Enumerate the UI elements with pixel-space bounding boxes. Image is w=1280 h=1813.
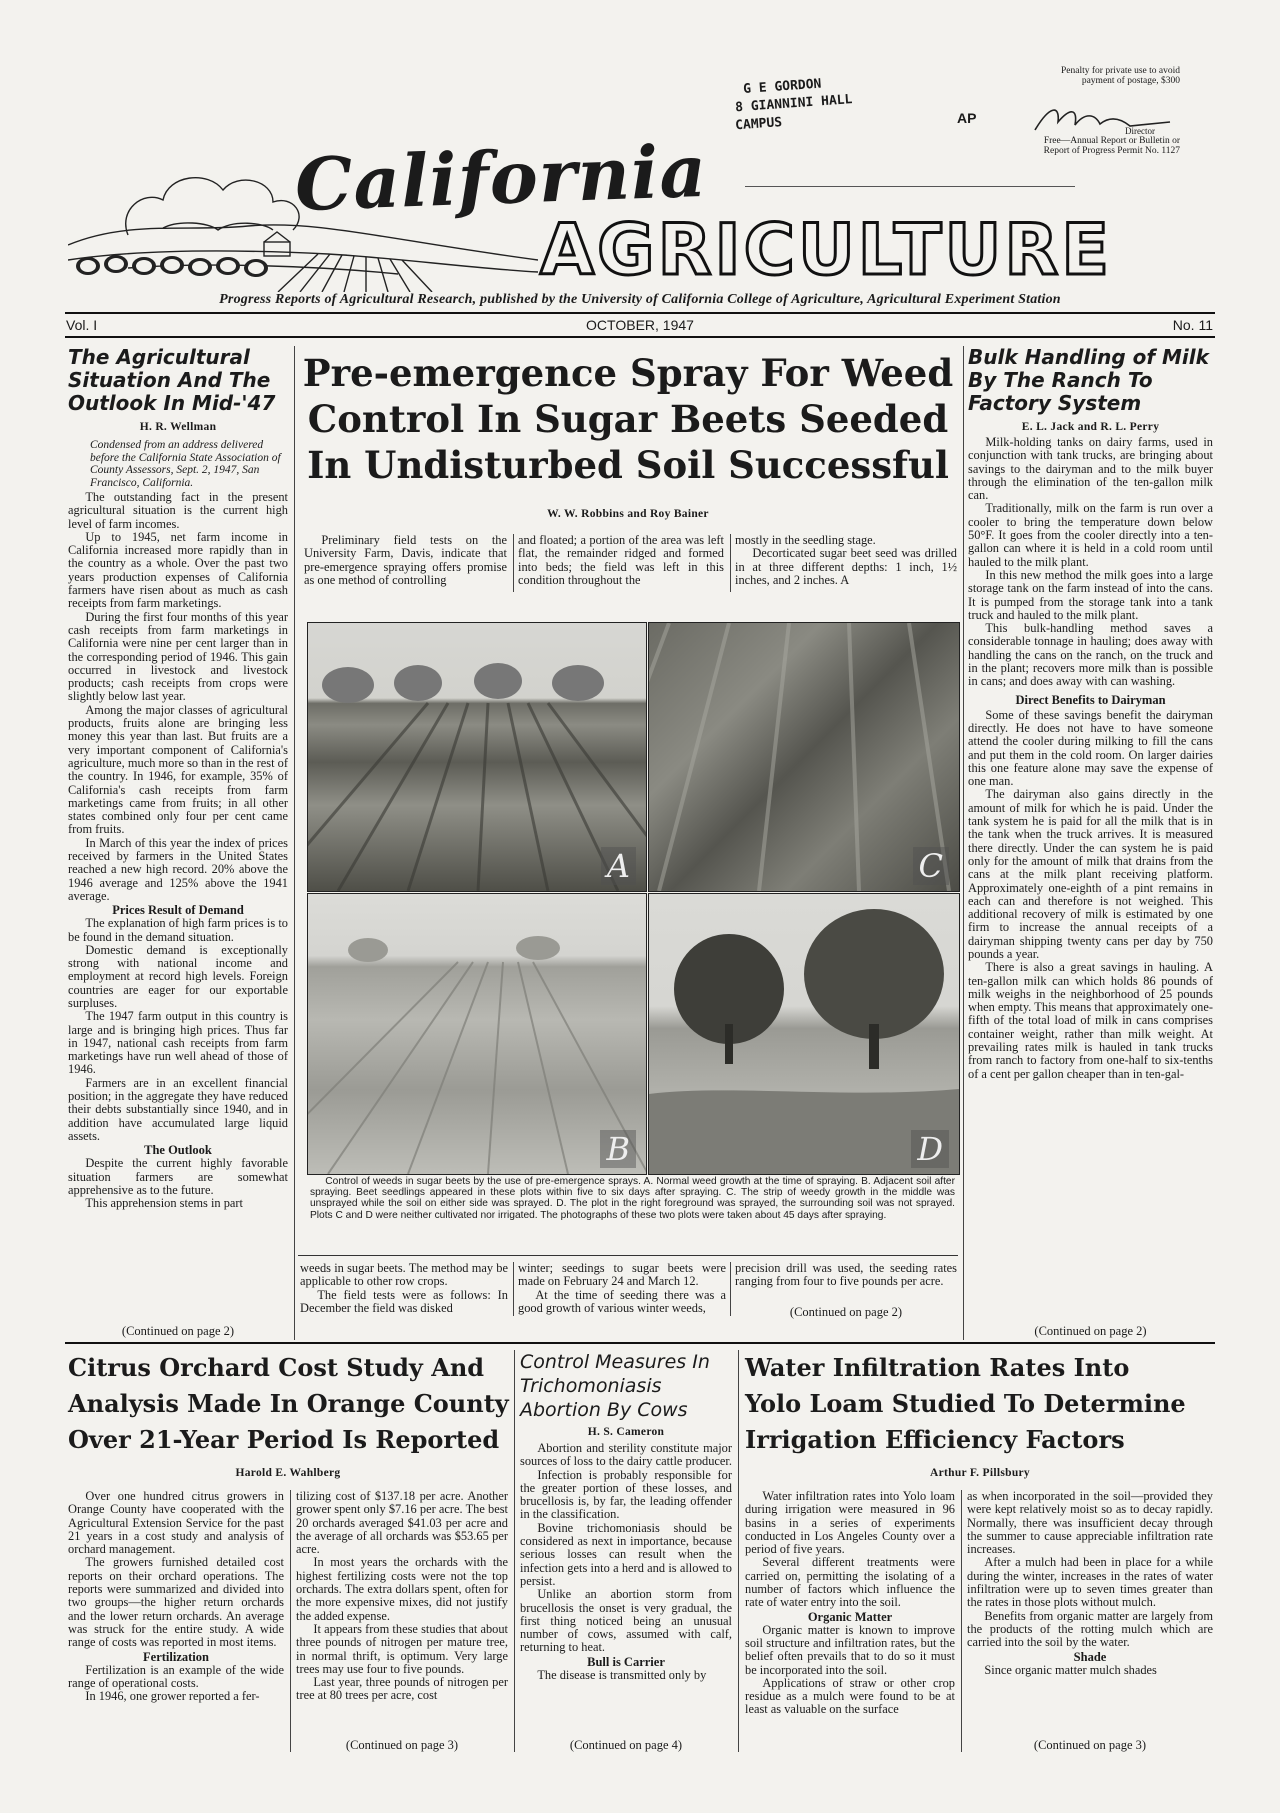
citrus-col-2 [296,1490,508,1703]
subhead: Prices Result of Demand [112,903,244,918]
masthead-rule [65,312,1215,314]
paragraph: Despite the current highly favorable situation farmers are somewhat apprehensive as to the future. [68,1156,288,1197]
weed-bottom-col-3: precision drill was used, the seeding rates ranging from four to five pounds per acre. [735,1261,957,1289]
paragraph: There is also a great savings in hauling. A ten-gallon milk can which holds 86 pounds of milk weighs in the neighborhood of 25 pounds when empty. This means that approximately one-fifth of the total load of milk in cans comprises container weight, rather than milk weight. At prevailing rates milk is hauled in tank trucks from ranch to factory from one-half to six-tenths of a cent per gallon cheaper than in ten-gal- [968,960,1213,1081]
paragraph: weeds in sugar beets. The method may be applicable to other row crops. [300,1261,508,1289]
water-byline: Arthur F. Pillsbury [930,1467,1030,1479]
paragraph: The outstanding fact in the present agricultural situation is the current high level of farm incomes. [68,490,288,531]
date-rule [65,336,1215,338]
weed-col-2: and floated; a portion of the area was left flat, the remainder ridged and formed into beds; the field was left in this condition throughout the [518,533,724,587]
situation-body [68,491,288,1210]
continued-link[interactable]: (Continued on page 3) [1033,1738,1147,1752]
situation-title: The Agricultural Situation And The Outlook In Mid-'47 [68,345,276,415]
photo-d [648,893,960,1175]
signature-icon [1030,100,1180,140]
paragraph: The explanation of high farm prices is to be found in the demand situation. [68,916,288,944]
column-rule [963,346,964,1340]
water-col-2 [967,1490,1213,1677]
weed-col-1: Preliminary field tests on the University Farm, Davis, indicate that pre-emergence spraying offers promise as one method of controlling [304,533,507,587]
label-rule [745,186,1075,187]
paragraph: Applications of straw or other crop residue as a mulch were found to be at least as valuable on the surface [745,1675,955,1717]
paragraph: The growers furnished detailed cost reports on their orchard operations. The reports were summarized and divided into two groups—the higher return orchards and the lower return orchards. An average was struck for the entire study. A wide range of costs was reported in most items. [68,1555,284,1650]
paragraph: In 1946, one grower reported a fer- [85,1689,260,1704]
water-headline [745,1350,1215,1458]
milk-byline: E. L. Jack and R. L. Perry [1021,421,1160,433]
subhead: Fertilization [143,1649,209,1664]
milk-body [968,436,1213,1081]
volume-number: Vol. I [66,317,98,333]
paragraph: The 1947 farm output in this country is large and is bringing high prices. Thus far in 1947, national cash receipts from farm marketings have run well ahead of those of 1946. [68,1009,288,1077]
headline-line: Analysis Made In Orange County [68,1389,509,1418]
situation-article [68,346,288,1210]
paragraph: Organic matter is known to improve soil structure and infiltration rates, but the belief often prevails that to do so it must be incorporated into the soil. [745,1622,955,1677]
weed-bottom-col-2 [518,1262,726,1315]
paragraph: Several different treatments were carried on, permitting the isolating of a number of factors which influence the rate of water entry into the soil. [745,1555,955,1610]
column-rule [738,1350,739,1752]
paragraph: The field tests were as follows: In December the field was disked [300,1287,508,1315]
paragraph: as when incorporated in the soil—provided they were kept relatively moist so as to decay rapidly. Normally, there was insufficient decay through the summer to cause appreciable infiltration rate increases. [967,1489,1213,1557]
paragraph: Benefits from organic matter are largely from the products of the rotting mulch which are carried into the soil by the water. [967,1608,1213,1650]
headline-line: Citrus Orchard Cost Study And [68,1353,485,1382]
column-rule [730,534,731,592]
subhead: Bull is Carrier [587,1654,665,1669]
photo-caption: Control of weeds in sugar beets by the use of pre-emergence sprays. A. Normal weed growth at the time of spraying. B. Adjacent soil after spraying. Beet seedlings appeared in these plots within five to six days after spraying. C. The strip of weedy growth in the middle was unsprayed while the soil on either side was sprayed. D. The plot in the right foreground was sprayed, the surrounding soil was not sprayed. Plots C and D were neither cultivated nor irrigated. The photographs of these two plots were taken about 45 days after spraying. [310,1176,955,1221]
paragraph: Over one hundred citrus growers in Orange County have cooperated with the Agricultural Extension Service for the past 21 years in a cost study and analysis of orchard management. [68,1489,284,1557]
water-col-1 [745,1490,955,1717]
subhead: Shade [1073,1649,1107,1664]
subhead: Organic Matter [807,1609,893,1624]
headline-line: Yolo Loam Studied To Determine [745,1389,1186,1418]
mailing-label [734,75,945,134]
masthead-tagline: Progress Reports of Agricultural Research, published by the University of California College of Agriculture, Agricultural Experiment Station [219,292,1061,307]
paragraph: Water infiltration rates into Yolo loam during irrigation were measured in 96 basins in a series of experiments conducted in Los Angeles County over a period of five years. [745,1489,955,1557]
citrus-col-1 [68,1490,284,1703]
signature-title: Director [1125,126,1155,136]
paragraph: The dairyman also gains directly in the amount of milk for which he is paid. Under the tank system he is paid for all the milk that is in the tank when the truck arrives. It is measured there directly. Under the can system he is paid only for the amount of milk that drains from the cans at the milk plant receiving platform. Approximately one-eighth of a pint remains in each can and therefore is not weighed. This additional recovery of milk is estimated by one firm to increase the annual receipts of a dairyman shipping twenty cans per day by 750 pounds a year. [968,787,1213,961]
address-line: 8 GIANNINI HALL [734,92,853,116]
paragraph: Abortion and sterility constitute major sources of loss to the dairy cattle producer. [520,1441,732,1469]
weed-col-3 [735,534,957,587]
subhead: Direct Benefits to Dairyman [1015,692,1166,707]
paragraph: Among the major classes of agricultural products, fruits alone are bringing less money this year than last. But fruits are a very important component of California's agriculture, much more so than in the rest of the country. In 1946, for example, 35% of California's cash receipts from farm marketings came from fruits; in all other states combined only four per cent came from fruits. [68,702,288,837]
paragraph: In most years the orchards with the highest fertilizing costs were not the top orchards. The extra dollars spent, often for the more expensive mixes, did not justify the added expense. [296,1555,508,1623]
tricho-title: Control Measures In Trichomoniasis Abortion By Cows [520,1351,710,1421]
photo-label: C [913,847,949,885]
weed-bottom-col-1 [300,1262,508,1315]
column-rule [294,346,295,1340]
column-rule [730,1262,731,1316]
citrus-headline [68,1350,508,1458]
paragraph: During the first four months of this year cash receipts from farm marketings in California were nine per cent larger than in the corresponding period of 1946. This gain occurred in livestock and livestock products; cash receipts from crops were slightly below last year. [68,609,288,704]
paragraph: The disease is transmitted only by [537,1667,707,1682]
headline-line: Irrigation Efficiency Factors [745,1425,1125,1454]
headline-line: Control In Sugar Beets Seeded [307,397,949,441]
weed-headline [298,350,958,488]
paragraph: Traditionally, milk on the farm is run over a cooler to bring the temperature down below 50°F. It goes from the cooler directly into a ten-gallon can where it is held in a cold room until hauled to the milk plant. [968,501,1213,569]
headline-line: In Undisturbed Soil Successful [307,443,949,487]
continued-link[interactable]: (Continued on page 2) [121,1324,235,1338]
column-rule [513,1262,514,1316]
paragraph: This bulk-handling method saves a considerable tonnage in hauling; does away with handling the cans on the ranch, on the truck and in the plant; recovers more milk than is possible in cans; and does away with can washing. [968,621,1213,689]
headline-line: Water Infiltration Rates Into [745,1353,1130,1382]
continued-link[interactable]: (Continued on page 2) [789,1305,903,1319]
paragraph: Some of these savings benefit the dairyman directly. He does not have to have someone attend the cooler during milking to fill the cans and put them in the cold room. On larger dairies this one feature alone may save the expense of one man. [968,707,1213,789]
section-rule [65,1342,1215,1344]
paragraph: After a mulch had been in place for a while during the winter, increases in the rates of water infiltration were up to seven times greater than the rates in those plots without mulch. [967,1555,1213,1610]
paragraph: Decorticated sugar beet seed was drilled in at three different depths: 1 inch, 1½ inches, and 2 inches. A [735,546,957,587]
paragraph: In this new method the milk goes into a large storage tank on the farm instead of into the cans. It is pumped from the storage tank into a tank truck and hauled to the milk plant. [968,567,1213,622]
paragraph: Milk-holding tanks on dairy farms, used in conjunction with tank trucks, are bringing about savings to the dairyman and to the milk buyer through the elimination of the ten-gallon milk can. [968,435,1213,503]
weed-byline: W. W. Robbins and Roy Bainer [547,508,709,520]
paragraph: It appears from these studies that about three pounds of nitrogen per mature tree, in normal thrift, is optimum. Very large trees may use four to five pounds. [296,1621,508,1676]
milk-title: Bulk Handling of Milk By The Ranch To Factory System [968,345,1209,415]
masthead-california: California [293,127,709,228]
paragraph: Up to 1945, net farm income in California increased more rapidly than in the country as a whole. Over the past two years production expenses of California farmers have risen about as much as cash receipts from farm marketings. [68,529,288,611]
penalty-notice: Penalty for private use to avoid payment of postage, $300 [1061,66,1180,86]
section-rule [298,1255,958,1256]
tricho-article [520,1350,732,1682]
issue-date: OCTOBER, 1947 [586,317,694,333]
address-line: CAMPUS [734,115,783,134]
paragraph: tilizing cost of $137.18 per acre. Another grower spent only $7.16 per acre. The best 20 orchards averaged $41.03 per acre and the average of all orchards was $53.65 per acre. [296,1489,508,1557]
paragraph: Bovine trichomoniasis should be considered as next in importance, because serious losses can result when the infection gets into a herd and is allowed to persist. [520,1520,732,1588]
photo-a [307,622,647,892]
paragraph: At the time of seeding there was a good growth of various winter weeds, [518,1287,726,1315]
photo-label: B [600,1130,636,1168]
column-rule [961,1490,962,1752]
situation-byline: H. R. Wellman [139,421,217,433]
column-rule [513,534,514,592]
paragraph: This apprehension stems in part [85,1196,243,1211]
tricho-byline: H. S. Cameron [587,1426,665,1438]
paragraph: Fertilization is an example of the wide range of operational costs. [68,1662,284,1690]
issue-number: No. 11 [1172,317,1213,333]
photo-b [307,893,647,1175]
subhead: The Outlook [144,1143,212,1158]
paragraph: Last year, three pounds of nitrogen per tree at 80 trees per acre, cost [296,1675,508,1703]
column-rule [514,1350,515,1752]
milk-article [968,346,1213,1081]
paragraph: Farmers are in an excellent financial position; in the aggregate they have reduced their debts substantially since 1940, and in addition have accumulated large liquid assets. [68,1075,288,1143]
permit-notice: Free—Annual Report or Bulletin or Report of Progress Permit No. 1127 [1043,136,1180,156]
continued-link[interactable]: (Continued on page 4) [569,1738,683,1752]
continued-link[interactable]: (Continued on page 3) [345,1738,459,1752]
masthead-agriculture: AGRICULTURE [540,209,1113,291]
column-rule [290,1490,291,1752]
address-line: G E GORDON [742,76,822,98]
paragraph: Unlike an abortion storm from brucellosis the onset is very gradual, the first thing noticed being an unusual number of cows, assumed with calf, returning to heat. [520,1587,732,1655]
paragraph: In March of this year the index of prices received by farmers in the United States reached a new high record. 20% above the 1946 average and 125% above the 1941 average. [68,835,288,903]
mailing-ap: AP [957,110,977,126]
paragraph: Since organic matter mulch shades [984,1662,1157,1677]
citrus-byline: Harold E. Wahlberg [235,1467,341,1479]
photo-label: D [911,1130,949,1168]
tricho-body [520,1442,732,1682]
paragraph: Infection is probably responsible for the greater portion of these losses, and brucellosis is, by far, the leading offender in the classification. [520,1467,732,1522]
paragraph: mostly in the seedling stage. [735,533,876,547]
headline-line: Over 21-Year Period Is Reported [68,1425,500,1454]
situation-note: Condensed from an address delivered before the California State Association of County Assessors, Sept. 2, 1947, San Francisco, California. [90,439,281,489]
paragraph: winter; seedings to sugar beets were made on February 24 and March 12. [518,1261,726,1289]
headline-line: Pre-emergence Spray For Weed [302,351,954,395]
paragraph: Domestic demand is exceptionally strong with national income and employment at record high levels. Foreign countries are eager for our exportable surpluses. [68,942,288,1010]
continued-link[interactable]: (Continued on page 2) [1034,1324,1147,1338]
photo-c [648,622,960,892]
photo-label: A [601,847,636,885]
